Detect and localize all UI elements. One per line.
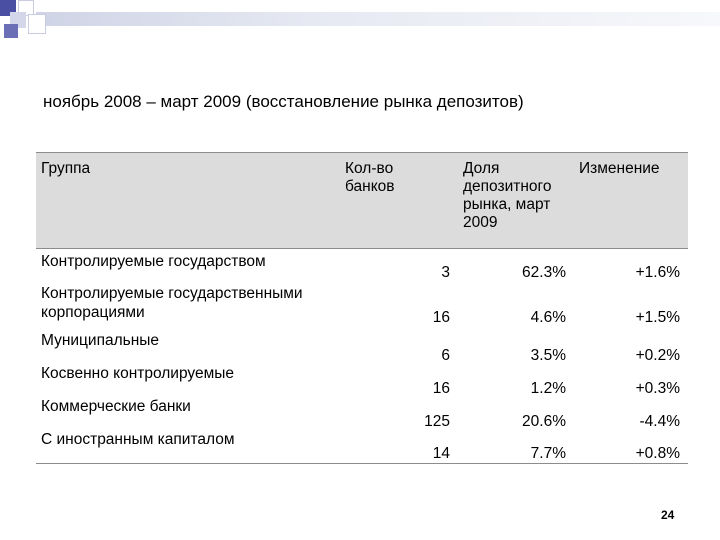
deposits-table	[36, 152, 688, 464]
header-count-text: Кол-во банков	[345, 160, 395, 195]
cell-change: +1.6%	[635, 263, 680, 281]
cell-group-text: Контролируемые государственными корпорациями	[41, 284, 303, 321]
cell-group: С иностранным капиталом	[41, 430, 235, 448]
cell-share: 62.3%	[522, 263, 566, 281]
slide-title: ноябрь 2008 – март 2009 (восстановление рынка депозитов)	[43, 92, 524, 111]
cell-group: Муниципальные	[41, 331, 160, 349]
table-row	[36, 398, 688, 431]
cell-share: 1.2%	[530, 379, 566, 397]
cell-share: 4.6%	[530, 308, 566, 326]
cell-share: 7.7%	[530, 445, 566, 462]
table-row	[36, 332, 688, 365]
header-share-text: Доля депозитного рынка, март 2009	[463, 160, 552, 231]
table-row	[36, 365, 688, 398]
table-row	[36, 431, 688, 464]
cell-change: +0.8%	[635, 445, 680, 462]
header-count	[340, 153, 458, 249]
cell-count: 125	[424, 412, 450, 430]
cell-group	[36, 282, 340, 332]
cell-count: 3	[441, 263, 450, 281]
decor-square	[28, 14, 46, 34]
cell-share: 20.6%	[522, 412, 566, 430]
cell-change: +0.3%	[635, 379, 680, 397]
page-number: 24	[661, 508, 675, 522]
cell-count: 16	[432, 308, 450, 326]
header-decoration-bar	[36, 12, 720, 26]
cell-change: +0.2%	[635, 346, 680, 364]
header-change: Изменение	[574, 153, 688, 249]
cell-change: +1.5%	[635, 308, 680, 326]
cell-group: Косвенно контролируемые	[41, 364, 235, 382]
cell-group: Контролируемые государством	[41, 253, 266, 270]
decor-square	[4, 24, 18, 38]
cell-share: 3.5%	[530, 346, 566, 364]
cell-count: 6	[441, 346, 450, 364]
header-share	[458, 153, 574, 249]
cell-change: -4.4%	[639, 412, 680, 430]
table-header-row	[36, 153, 688, 249]
cell-count: 14	[432, 445, 450, 462]
header-group: Группа	[36, 153, 340, 249]
table-row	[36, 249, 688, 282]
table-row	[36, 282, 688, 332]
cell-group: Коммерческие банки	[41, 397, 191, 415]
cell-count: 16	[432, 379, 450, 397]
